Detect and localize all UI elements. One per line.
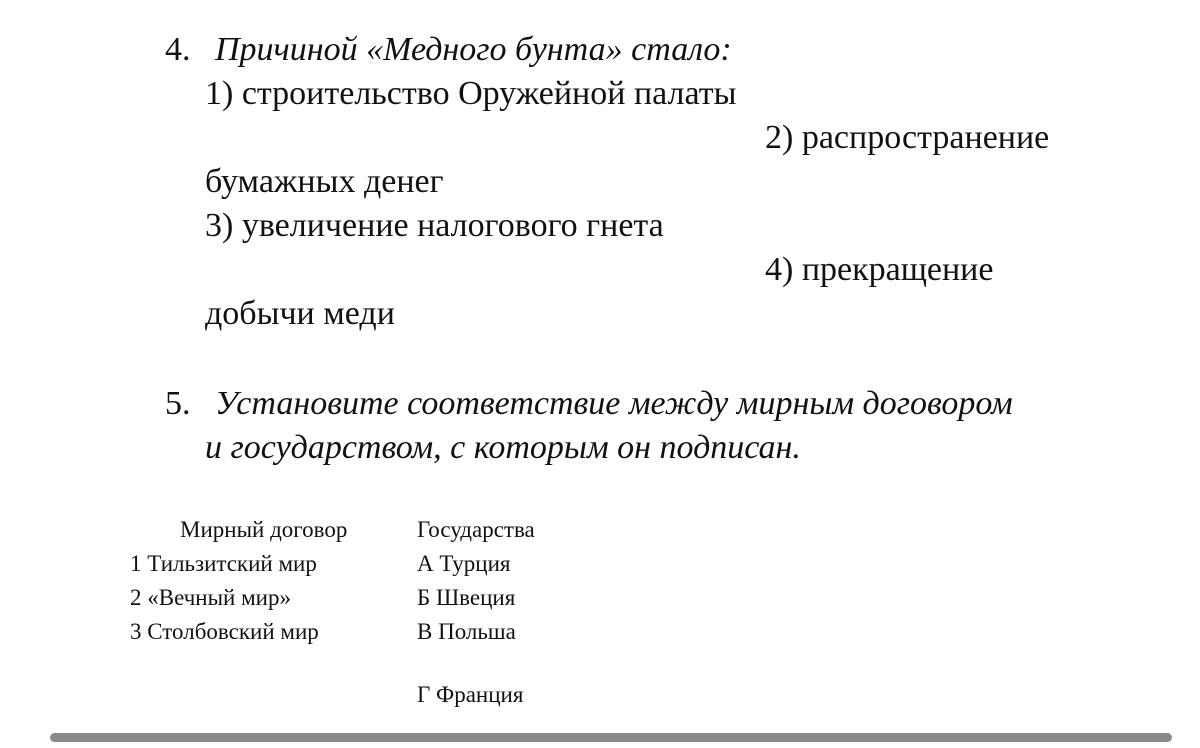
treaty-item-1: 1 Тильзитский мир	[130, 551, 317, 576]
question-5-prompt-line-1: Установите соответствие между мирным договором	[215, 385, 1013, 422]
question-4-option-1: 1) строительство Оружейной палаты	[205, 75, 737, 112]
question-5-number: 5.	[165, 385, 191, 422]
state-item-a: А Турция	[417, 551, 511, 576]
question-4-option-2-continued: бумажных денег	[205, 163, 444, 200]
question-4-prompt: Причиной «Медного бунта» стало:	[215, 31, 732, 68]
question-4-number: 4.	[165, 31, 191, 68]
question-4-option-4-continued: добычи меди	[205, 295, 395, 332]
treaty-item-3: 3 Столбовский мир	[130, 619, 319, 644]
state-item-d: Г Франция	[417, 682, 524, 707]
table-header-treaties: Мирный договор	[180, 517, 348, 542]
question-4-option-3: 3) увеличение налогового гнета	[205, 207, 664, 244]
horizontal-scrollbar[interactable]	[50, 733, 1172, 742]
state-item-b: Б Швеция	[417, 585, 516, 610]
question-4-option-2: 2) распространение	[765, 119, 1050, 156]
treaty-item-2: 2 «Вечный мир»	[130, 585, 291, 610]
table-header-states: Государства	[417, 517, 535, 542]
question-4-option-4: 4) прекращение	[765, 251, 994, 288]
state-item-c: В Польша	[417, 619, 516, 644]
question-5-prompt-line-2: и государством, с которым он подписан.	[205, 429, 801, 466]
